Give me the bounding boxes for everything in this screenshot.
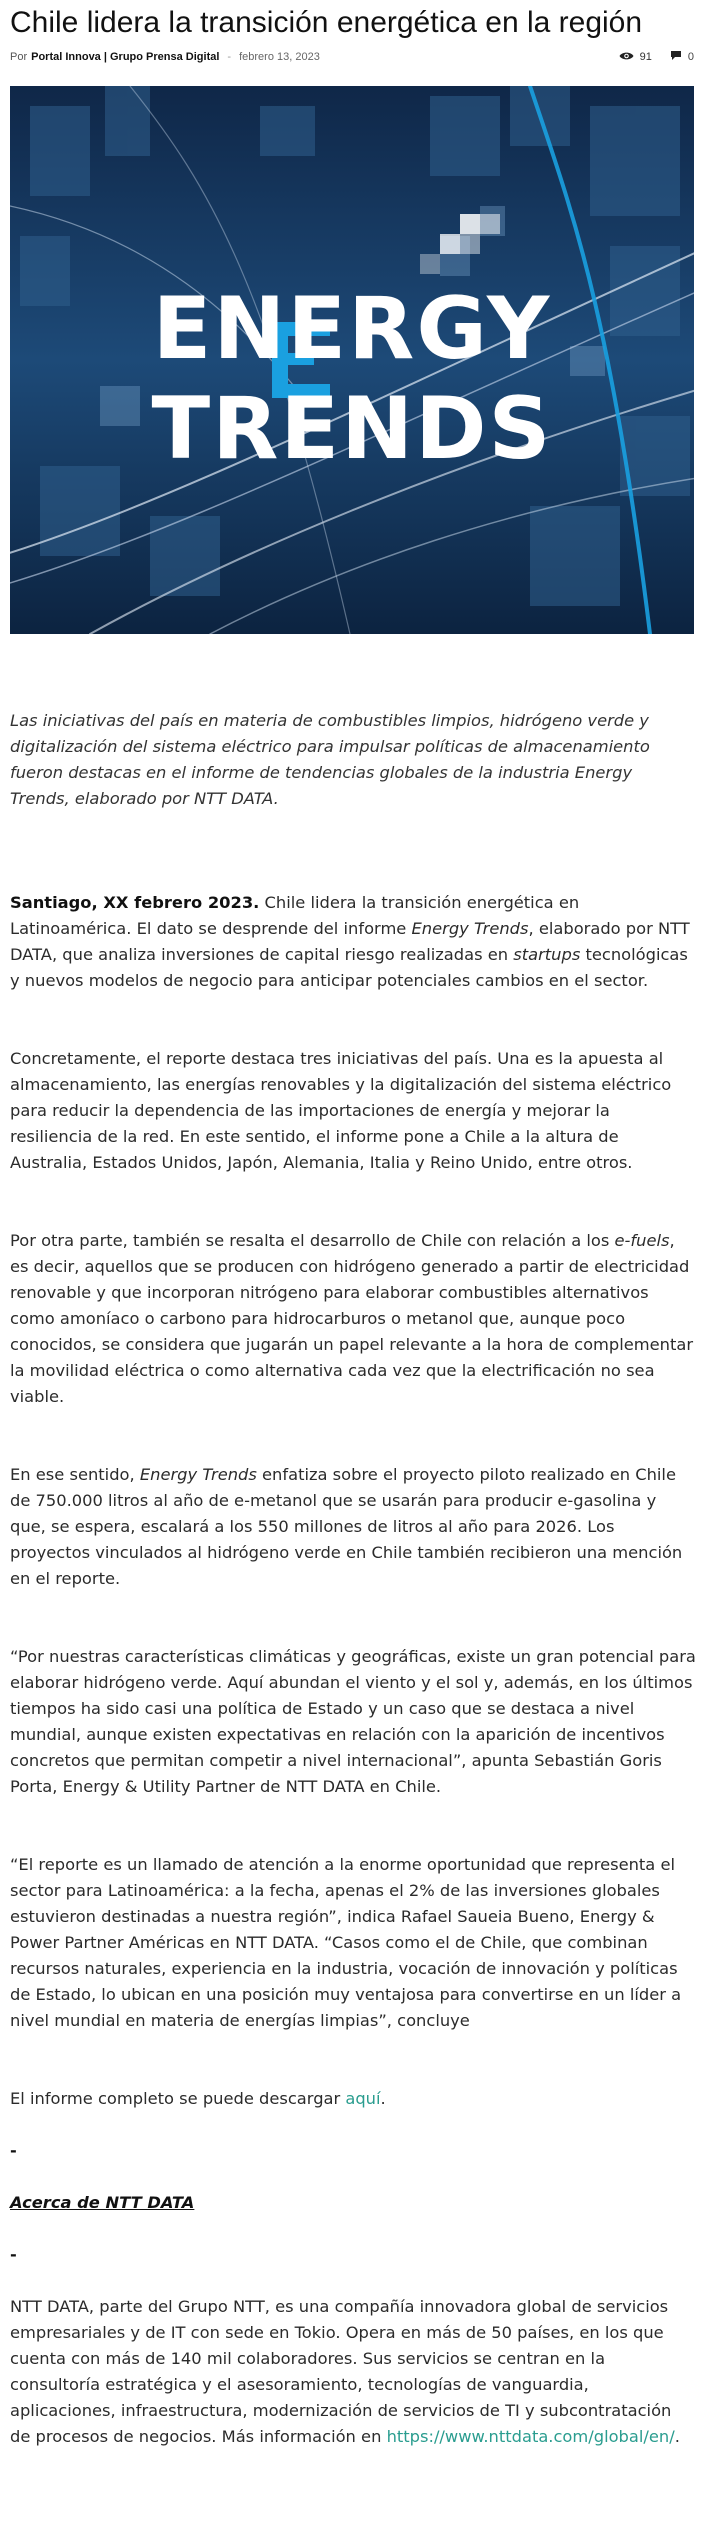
meta-separator: - xyxy=(227,51,232,63)
paragraph-3 xyxy=(10,1228,696,1410)
dateline: Santiago, XX febrero 2023. xyxy=(10,893,260,912)
comment-icon[interactable] xyxy=(670,50,682,64)
hero-image xyxy=(10,86,694,634)
download-suffix: . xyxy=(380,2089,386,2108)
p1-emphasis-2: startups xyxy=(513,945,581,964)
paragraph-4 xyxy=(10,1462,696,1592)
paragraph-2: Concretamente, el reporte destaca tres iniciativas del país. Una es la apuesta al almacenamiento, las energías renovables y la digitalización del sistema eléctrico para reducir la dependencia de las importaciones de energía y mejorar la resiliencia de la red. En este sentido, el informe pone a Chile a la altura de Australia, Estados Unidos, Japón, Alemania, Italia y Reino Unido, entre otros. xyxy=(10,1049,672,1172)
article-stats xyxy=(619,50,694,64)
nttdata-link[interactable]: https://www.nttdata.com/global/en/ xyxy=(386,2427,675,2446)
about-paragraph xyxy=(10,2294,696,2450)
paragraph-6-quote: “El reporte es un llamado de atención a la enorme oportunidad que representa el sector para Latinoamérica: a la fecha, apenas el 2% de las inversiones globales estuvieron destinadas a nuestra región”, indica Rafael Saueia Bueno, Energy & Power Partner Américas en NTT DATA. “Casos como el de Chile, que combinan recursos naturales, experiencia en la industria, vocación de innovación y políticas de Estado, lo ubican en una posición muy ventajosa para convertirse en un líder a nivel mundial en materia de energías limpias”, concluye xyxy=(10,1855,682,2030)
p3-text-2: , es decir, aquellos que se producen con hidrógeno generado a partir de electricidad renovable y que incorporan nitrógeno para elaborar combustibles alternativos como amoníaco o carbono para hidrocarburos o metanol que, aunque poco conocidos, se considera que jugarán un papel relevante a la hora de complementar la movilidad eléctrica o como alternativa cada vez que la electrificación no sea viable. xyxy=(10,1231,694,1406)
separator-dash-1: - xyxy=(10,2141,17,2160)
p1-text-2: , elaborado por NTT DATA, que analiza inversiones de capital riesgo realizadas en xyxy=(10,919,690,964)
p4-text-1: En ese sentido, xyxy=(10,1465,140,1484)
about-text: NTT DATA, parte del Grupo NTT, es una compañía innovadora global de servicios empresariales y de IT con sede en Tokio. Opera en más de 50 países, en los que cuenta con más de 140 mil colaboradores. Sus servicios se centran en la consultoría estratégica y el asesoramiento, tecnologías de vanguardia, aplicaciones, infraestructura, modernización de servicios de TI y subcontratación de procesos de negocios. Más información en xyxy=(10,2297,672,2446)
p3-text-1: Por otra parte, también se resalta el desarrollo de Chile con relación a los xyxy=(10,1231,615,1250)
eye-icon xyxy=(619,51,634,64)
comments-count[interactable]: 0 xyxy=(687,51,694,63)
publish-date: febrero 13, 2023 xyxy=(239,51,320,63)
p1-text-1: Chile lidera la transición energética en Latinoamérica. El dato se desprende del informe xyxy=(10,893,580,938)
author-link[interactable]: Portal Innova | Grupo Prensa Digital xyxy=(31,51,220,63)
hero-title-line2: TRENDS xyxy=(151,379,553,479)
lead-paragraph: Las iniciativas del país en materia de combustibles limpios, hidrógeno verde y digitalización del sistema eléctrico para impulsar políticas de almacenamiento fueron destacas en el informe de tendencias globales de la industria Energy Trends, elaborado por NTT DATA. xyxy=(10,711,650,808)
p1-text-3: tecnológicas y nuevos modelos de negocio para anticipar potenciales cambios en el sector. xyxy=(10,945,688,990)
hero-title-line1: ENERGY xyxy=(152,279,552,379)
paragraph-1 xyxy=(10,890,696,994)
article-body xyxy=(10,708,696,2450)
p4-text-2: enfatiza sobre el proyecto piloto realizado en Chile de 750.000 litros al año de e-metanol que se usarán para producir e-gasolina y que, se espera, escalará a los 550 millones de litros al año para 2026. Los proyectos vinculados al hidrógeno verde en Chile también recibieron una mención en el reporte. xyxy=(10,1465,683,1588)
byline-prefix: Por xyxy=(10,51,28,63)
article-meta xyxy=(10,48,694,66)
views-count: 91 xyxy=(639,51,652,63)
about-suffix: . xyxy=(674,2427,680,2446)
separator-dash-2: - xyxy=(10,2245,17,2264)
p1-emphasis-1: Energy Trends xyxy=(411,919,529,938)
page-title: Chile lidera la transición energética en la región xyxy=(10,6,643,39)
download-link[interactable]: aquí xyxy=(345,2089,381,2108)
download-paragraph xyxy=(10,2086,696,2112)
paragraph-5-quote: “Por nuestras características climáticas y geográficas, existe un gran potencial para elaborar hidrógeno verde. Aquí abundan el viento y el sol y, además, en los últimos tiempos ha sido casi una política de Estado y un caso que se destaca a nivel mundial, aunque existen expectativas en relación con la aparición de incentivos concretos que permitan competir a nivel internacional”, apunta Sebastián Goris Porta, Energy & Utility Partner de NTT DATA en Chile. xyxy=(10,1647,696,1796)
about-heading-text: Acerca de NTT DATA xyxy=(10,2193,195,2212)
about-heading xyxy=(10,2190,696,2216)
p4-emphasis-1: Energy Trends xyxy=(139,1465,257,1484)
download-text: El informe completo se puede descargar xyxy=(10,2089,346,2108)
p3-emphasis-1: e-fuels xyxy=(614,1231,670,1250)
